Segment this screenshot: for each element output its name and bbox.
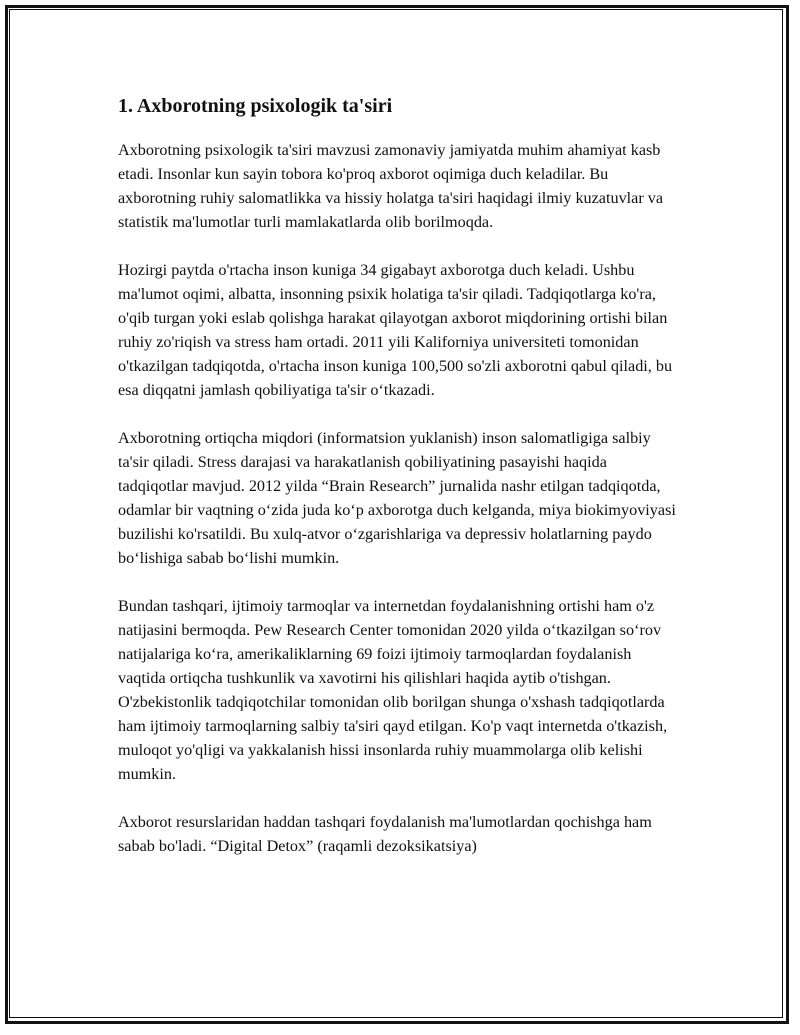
- paragraph-3: Axborotning ortiqcha miqdori (informatsion yuklanish) inson salomatligiga salbiy ta'sir qiladi. Stress darajasi va harakatlanish qobiliyatining pasayishi haqida tadqiqotlar mavjud. 2012 yilda “Brain Research” jurnalida nashr etilgan tadqiqotda, odamlar bir vaqtning o‘zida juda ko‘p axborotga duch kelganda, miya biokimyoviyasi buzilishi ko'rsatildi. Bu xulq-atvor o‘zgarishlariga va depressiv holatlarning paydo bo‘lishiga sabab bo‘lishi mumkin.: [118, 429, 676, 567]
- paragraph-5: Axborot resurslaridan haddan tashqari foydalanish ma'lumotlardan qochishga ham sabab bo'ladi. “Digital Detox” (raqamli dezoksikatsiya): [118, 813, 652, 855]
- paragraph-4: Bundan tashqari, ijtimoiy tarmoqlar va internetdan foydalanishning ortishi ham o'z natijasini bermoqda. Pew Research Center tomonidan 2020 yilda o‘tkazilgan so‘rov natijalariga ko‘ra, amerikaliklarning 69 foizi ijtimoiy tarmoqlardan foydalanish vaqtida ortiqcha tushkunlik va xavotirni his qilishlari haqida aytib o'tishgan. O'zbekistonlik tadqiqotchilar tomonidan olib borilgan shunga o'xshash tadqiqotlarda ham ijtimoiy tarmoqlarning salbiy ta'siri qayd etilgan. Ko'p vaqt internetda o'tkazish, muloqot yo'qligi va yakkalanish hissi insonlarda ruhiy muammolarga olib kelishi mumkin.: [118, 597, 668, 783]
- paragraph-1: Axborotning psixologik ta'siri mavzusi zamonaviy jamiyatda muhim ahamiyat kasb etadi. Insonlar kun sayin tobora ko'proq axborot oqimiga duch keladilar. Bu axborotning ruhiy salomatlikka va hissiy holatga ta'siri haqidagi ilmiy kuzatuvlar va statistik ma'lumotlar turli mamlakatlarda olib borilmoqda.: [118, 141, 664, 231]
- document-content: [118, 92, 678, 882]
- paragraph-2: Hozirgi paytda o'rtacha inson kuniga 34 gigabayt axborotga duch keladi. Ushbu ma'lumot oqimi, albatta, insonning psixik holatiga ta'sir qiladi. Tadqiqotlarga ko'ra, o'qib turgan yoki eslab qolishga harakat qilayotgan axborot miqdorining ortishi bilan ruhiy zo'riqish va stress ham ortadi. 2011 yili Kaliforniya universiteti tomonidan o'tkazilgan tadqiqotda, o'rtacha inson kuniga 100,500 so'zli axborotni qabul qiladi, bu esa diqqatni jamlash qobiliyatiga ta'sir o‘tkazadi.: [118, 261, 673, 399]
- section-heading: 1. Axborotning psixologik ta'siri: [118, 95, 393, 117]
